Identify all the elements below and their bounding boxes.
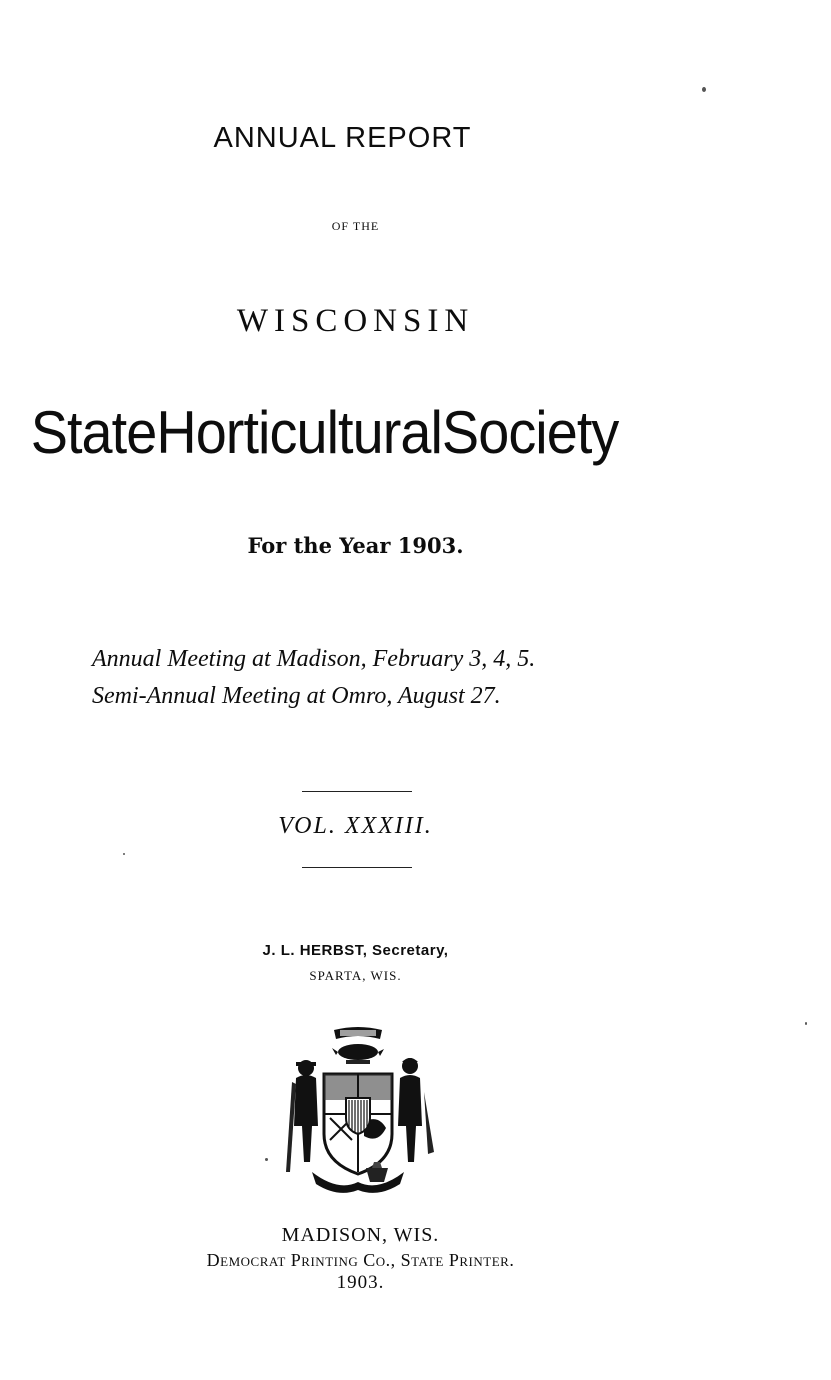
wisconsin-heading: WISCONSIN: [236, 303, 475, 339]
paper-speck: [805, 1022, 807, 1025]
secretary-address: SPARTA, WIS.: [309, 968, 402, 983]
paper-speck: [702, 87, 706, 92]
imprint-city: MADISON, WIS.: [281, 1224, 440, 1246]
society-title: StateHorticulturalSociety: [30, 399, 619, 466]
report-year: For the Year 1903.: [247, 533, 464, 558]
secretary-name: J. L. HERBST, Secretary,: [262, 942, 449, 959]
of-the-text: OF THE: [331, 219, 380, 233]
divider-rule: [302, 867, 412, 868]
report-heading: ANNUAL REPORT: [213, 122, 472, 154]
imprint-printer: Democrat Printing Co., State Printer.: [206, 1250, 515, 1270]
semi-annual-meeting-line: Semi-Annual Meeting at Omro, August 27.: [92, 683, 501, 709]
wisconsin-state-seal-icon: [278, 1022, 438, 1200]
imprint-year: 1903.: [336, 1272, 385, 1293]
volume-number: VOL. XXXIII.: [278, 813, 433, 839]
divider-rule: [302, 791, 412, 792]
paper-speck: [123, 853, 125, 855]
annual-meeting-line: Annual Meeting at Madison, February 3, 4, 5.: [92, 646, 536, 672]
paper-speck: [265, 1158, 268, 1161]
